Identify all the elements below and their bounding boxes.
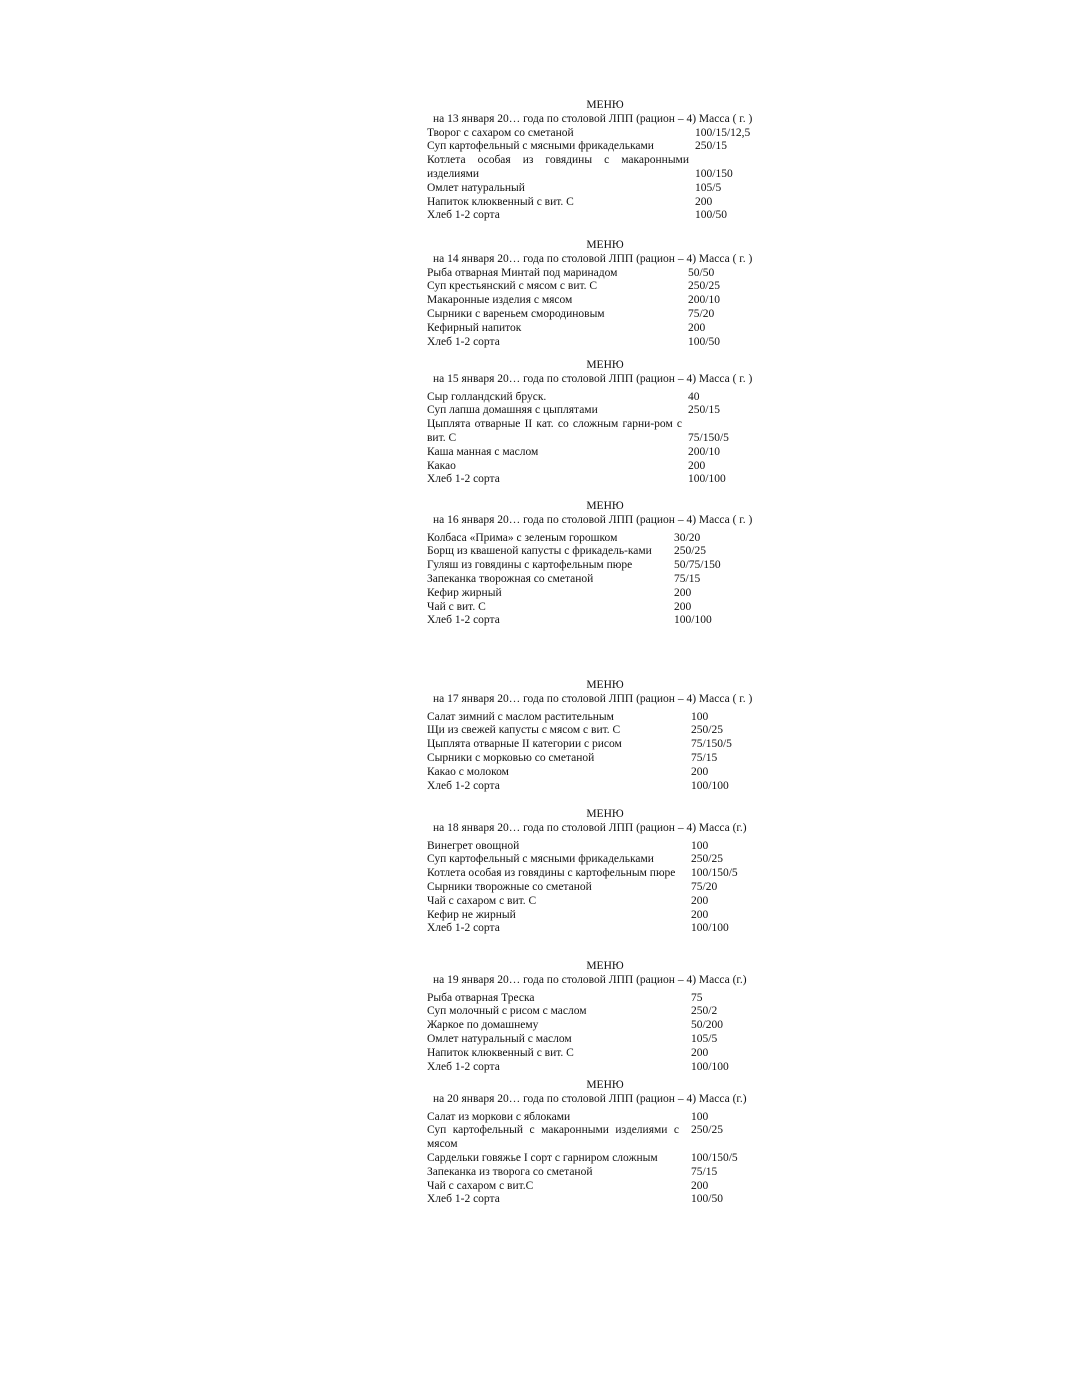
dish-name: Запеканка творожная со сметаной — [427, 572, 594, 585]
dish-mass: 250/25 — [691, 853, 723, 866]
menu-item — [427, 853, 787, 867]
dish-name: Хлеб 1-2 сорта — [427, 922, 500, 935]
dish-mass: 100/50 — [691, 1193, 723, 1206]
dish-mass: 100/150/5 — [691, 1151, 738, 1164]
dish-mass: 100/100 — [674, 614, 712, 627]
menu-item — [427, 1152, 787, 1166]
menu-subtitle: на 14 января 20… года по столовой ЛПП (рацион – 4) Масса ( г. ) — [433, 252, 753, 265]
menu-block — [427, 99, 787, 223]
menu-item — [427, 280, 787, 294]
dish-mass: 75/150/5 — [688, 431, 729, 444]
menu-item — [427, 1019, 787, 1033]
dish-name: Жаркое по домашнему — [427, 1019, 539, 1032]
menu-item — [427, 196, 787, 210]
dish-mass: 250/15 — [695, 140, 727, 153]
menu-item — [427, 780, 787, 794]
dish-mass: 200 — [691, 908, 709, 921]
menu-subtitle: на 17 января 20… года по столовой ЛПП (рацион – 4) Масса ( г. ) — [433, 692, 753, 705]
dish-name: Винегрет овощной — [427, 839, 520, 852]
menu-title: МЕНЮ — [586, 239, 624, 251]
menu-item — [427, 752, 787, 766]
dish-name: Сыр голландский бруск. — [427, 390, 547, 403]
menu-item — [427, 1061, 787, 1075]
menu-item — [427, 766, 787, 780]
dish-mass: 75/15 — [674, 572, 701, 585]
dish-name: Суп картофельный с мясными фрикадельками — [427, 853, 654, 866]
menu-item — [427, 532, 787, 546]
dish-name: Суп картофельный с мясными фрикадельками — [427, 140, 654, 153]
dish-name: Хлеб 1-2 сорта — [427, 1193, 500, 1206]
dish-mass: 75/15 — [691, 751, 718, 764]
dish-mass: 100 — [691, 839, 709, 852]
dish-name: Котлета особая из говядины с картофельным пюре — [427, 867, 676, 880]
menu-subtitle: на 20 января 20… года по столовой ЛПП (рацион – 4) Масса (г.) — [433, 1092, 747, 1105]
menu-subtitle: на 18 января 20… года по столовой ЛПП (рацион – 4) Масса (г.) — [433, 821, 747, 834]
menu-item — [427, 404, 787, 418]
menu-item — [427, 545, 787, 559]
menu-block — [427, 960, 787, 1074]
dish-name: Кефир жирный — [427, 586, 502, 599]
dish-name: Напиток клюквенный с вит. С — [427, 1046, 574, 1059]
dish-name: Рыба отварная Минтай под маринадом — [427, 266, 618, 279]
menu-block — [427, 679, 787, 793]
menu-item — [427, 1111, 787, 1125]
menu-item — [427, 418, 787, 446]
dish-name: Хлеб 1-2 сорта — [427, 335, 500, 348]
dish-mass: 50/200 — [691, 1019, 723, 1032]
dish-name: Какао с молоком — [427, 765, 509, 778]
menu-title: МЕНЮ — [586, 679, 624, 691]
dish-name: Макаронные изделия с мясом — [427, 294, 573, 307]
dish-mass: 250/25 — [691, 1124, 723, 1137]
dish-name: Творог с сахаром со сметаной — [427, 126, 574, 139]
menu-item — [427, 1033, 787, 1047]
dish-mass: 200 — [691, 1046, 709, 1059]
dish-mass: 250/25 — [674, 545, 706, 558]
dish-mass: 200 — [691, 765, 709, 778]
dish-name: Колбаса «Прима» с зеленым горошком — [427, 531, 618, 544]
menu-item — [427, 1166, 787, 1180]
dish-mass: 75 — [691, 991, 703, 1004]
menu-item — [427, 881, 787, 895]
dish-name: Кефирный напиток — [427, 321, 522, 334]
dish-name: Сырники с морковью со сметаной — [427, 751, 595, 764]
menu-title: МЕНЮ — [586, 1079, 624, 1091]
menu-item — [427, 460, 787, 474]
menu-item — [427, 308, 787, 322]
menu-title: МЕНЮ — [586, 99, 624, 111]
dish-mass: 200 — [688, 321, 706, 334]
dish-mass: 200 — [691, 1179, 709, 1192]
menu-item — [427, 867, 787, 881]
dish-mass: 100/100 — [688, 473, 726, 486]
menu-item — [427, 127, 787, 141]
dish-name: Сырники творожные со сметаной — [427, 880, 592, 893]
dish-mass: 75/20 — [688, 307, 715, 320]
menu-item — [427, 711, 787, 725]
dish-mass: 40 — [688, 390, 700, 403]
menu-title: МЕНЮ — [586, 960, 624, 972]
dish-mass: 250/25 — [688, 280, 720, 293]
dish-name: Суп картофельный с макаронными изделиями с мясом — [427, 1124, 679, 1151]
dish-mass: 105/5 — [695, 181, 722, 194]
dish-mass: 200 — [674, 600, 692, 613]
dish-mass: 100/50 — [688, 335, 720, 348]
dish-mass: 105/5 — [691, 1032, 718, 1045]
dish-mass: 100 — [691, 1110, 709, 1123]
menu-block — [427, 359, 787, 487]
dish-mass: 30/20 — [674, 531, 701, 544]
menu-block — [427, 500, 787, 628]
dish-name: Хлеб 1-2 сорта — [427, 473, 500, 486]
menu-item — [427, 587, 787, 601]
dish-name: Напиток клюквенный с вит. С — [427, 195, 574, 208]
menu-item — [427, 1193, 787, 1207]
dish-name: Хлеб 1-2 сорта — [427, 779, 500, 792]
dish-mass: 200/10 — [688, 445, 720, 458]
dish-mass: 100/150 — [695, 167, 733, 180]
menu-item — [427, 391, 787, 405]
menu-block — [427, 1079, 787, 1207]
menu-item — [427, 140, 787, 154]
dish-name: Хлеб 1-2 сорта — [427, 1060, 500, 1073]
menu-item — [427, 573, 787, 587]
menu-item — [427, 1047, 787, 1061]
dish-name: Борщ из квашеной капусты с фрикадель-ками — [427, 545, 652, 558]
dish-name: Каша манная с маслом — [427, 445, 539, 458]
dish-mass: 250/2 — [691, 1005, 718, 1018]
dish-name: Сырники с вареньем смородиновым — [427, 307, 605, 320]
dish-name: Суп лапша домашняя с цыплятами — [427, 404, 598, 417]
dish-name: Запеканка из творога со сметаной — [427, 1165, 593, 1178]
dish-name: Суп молочный с рисом с маслом — [427, 1005, 587, 1018]
dish-name: Салат из моркови с яблоками — [427, 1110, 571, 1123]
menu-title: МЕНЮ — [586, 359, 624, 371]
dish-mass: 75/150/5 — [691, 738, 732, 751]
dish-mass: 50/50 — [688, 266, 715, 279]
menu-item — [427, 322, 787, 336]
dish-mass: 250/15 — [688, 404, 720, 417]
dish-mass: 75/20 — [691, 880, 718, 893]
dish-name: Чай с вит. С — [427, 600, 486, 613]
dish-mass: 100/100 — [691, 922, 729, 935]
menu-subtitle: на 16 января 20… года по столовой ЛПП (рацион – 4) Масса ( г. ) — [433, 513, 753, 526]
dish-name: Чай с сахаром с вит.С — [427, 1179, 534, 1192]
dish-name: Хлеб 1-2 сорта — [427, 209, 500, 222]
dish-mass: 200 — [674, 586, 692, 599]
dish-name: Сардельки говяжье I сорт с гарниром сложным — [427, 1151, 658, 1164]
dish-mass: 250/25 — [691, 724, 723, 737]
dish-mass: 100/100 — [691, 779, 729, 792]
dish-name: Рыба отварная Треска — [427, 991, 535, 1004]
dish-name: Кефир не жирный — [427, 908, 516, 921]
dish-name: Какао — [427, 459, 456, 472]
menu-block — [427, 808, 787, 936]
dish-mass: 100/150/5 — [691, 867, 738, 880]
dish-name: Цыплята отварные II кат. со сложным гарни-ром с вит. С — [427, 418, 682, 444]
dish-mass: 100/50 — [695, 209, 727, 222]
dish-name: Гуляш из говядины с картофельным пюре — [427, 559, 633, 572]
menu-item — [427, 1005, 787, 1019]
dish-name: Котлета особая из говядины с макаронными изделиями — [427, 154, 689, 180]
menu-item — [427, 182, 787, 196]
dish-name: Омлет натуральный с маслом — [427, 1032, 572, 1045]
dish-name: Салат зимний с маслом растительным — [427, 710, 614, 723]
dish-name: Омлет натуральный — [427, 181, 525, 194]
menu-item — [427, 209, 787, 223]
menu-item — [427, 446, 787, 460]
dish-mass: 50/75/150 — [674, 559, 721, 572]
menu-item — [427, 738, 787, 752]
menu-title: МЕНЮ — [586, 500, 624, 512]
menu-block — [427, 239, 787, 349]
dish-mass: 200 — [691, 894, 709, 907]
menu-item — [427, 724, 787, 738]
menu-item — [427, 473, 787, 487]
dish-name: Хлеб 1-2 сорта — [427, 614, 500, 627]
menu-subtitle: на 13 января 20… года по столовой ЛПП (рацион – 4) Масса ( г. ) — [433, 112, 753, 125]
menu-item — [427, 294, 787, 308]
menu-item — [427, 922, 787, 936]
dish-mass: 75/15 — [691, 1165, 718, 1178]
dish-mass: 200 — [688, 459, 706, 472]
dish-mass: 100/100 — [691, 1060, 729, 1073]
dish-name: Щи из свежей капусты с мясом с вит. С — [427, 724, 621, 737]
menu-subtitle: на 15 января 20… года по столовой ЛПП (рацион – 4) Масса ( г. ) — [433, 372, 753, 385]
menu-subtitle: на 19 января 20… года по столовой ЛПП (рацион – 4) Масса (г.) — [433, 973, 747, 986]
dish-mass: 100 — [691, 710, 709, 723]
menu-item — [427, 336, 787, 350]
menu-item — [427, 614, 787, 628]
menu-item — [427, 840, 787, 854]
menu-item — [427, 909, 787, 923]
dish-name: Цыплята отварные II категории с рисом — [427, 738, 622, 751]
dish-mass: 200/10 — [688, 294, 720, 307]
menu-item — [427, 154, 787, 182]
menu-item — [427, 895, 787, 909]
menu-item — [427, 1180, 787, 1194]
dish-mass: 100/15/12,5 — [695, 126, 751, 139]
menu-item — [427, 992, 787, 1006]
menu-item — [427, 1124, 787, 1152]
menu-item — [427, 559, 787, 573]
dish-mass: 200 — [695, 195, 713, 208]
menu-title: МЕНЮ — [586, 808, 624, 820]
menu-item — [427, 267, 787, 281]
dish-name: Чай с сахаром с вит. С — [427, 894, 537, 907]
dish-name: Суп крестьянский с мясом с вит. С — [427, 280, 598, 293]
menu-item — [427, 601, 787, 615]
